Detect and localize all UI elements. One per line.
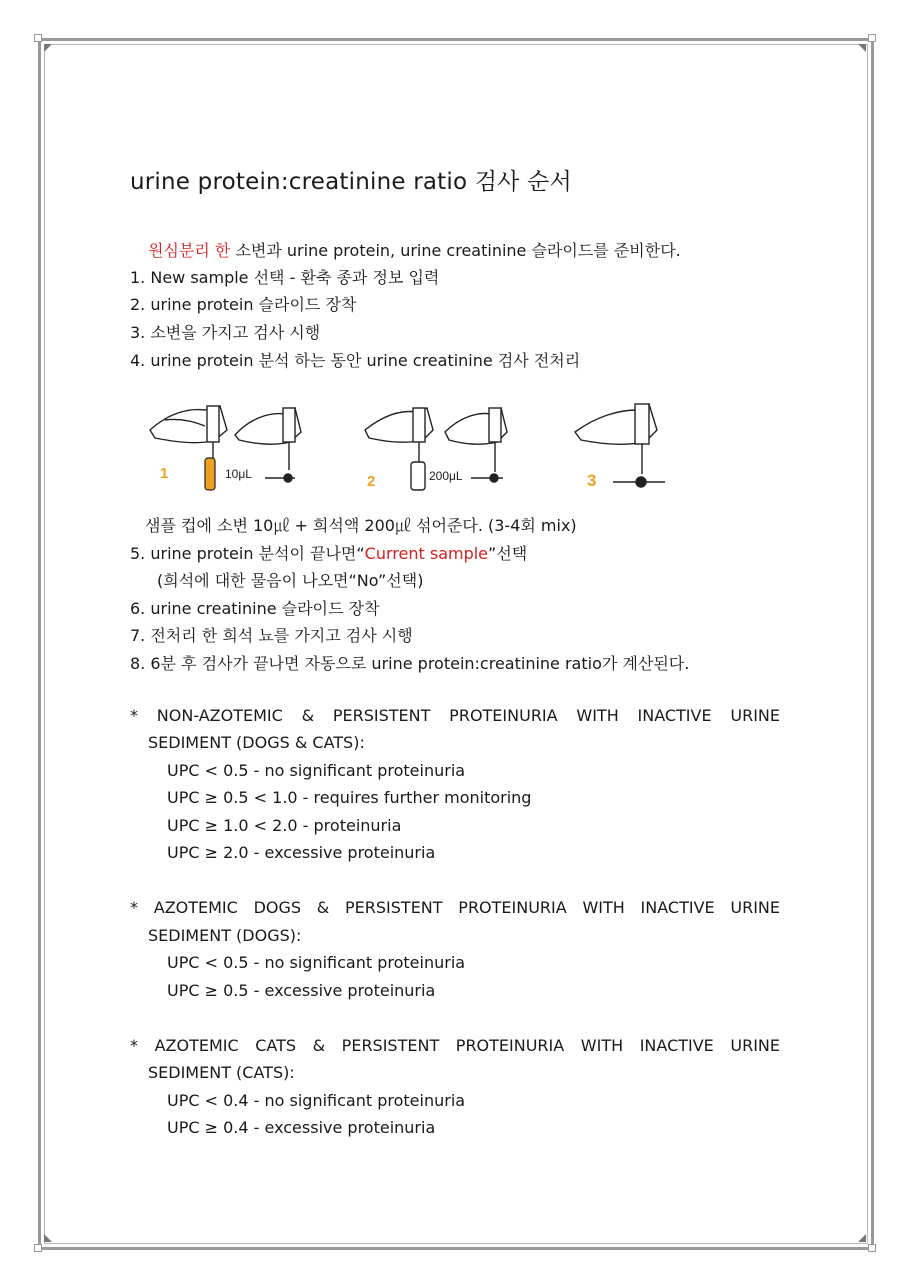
corner-square-br <box>868 1244 876 1252</box>
pipette-illustration <box>145 400 685 500</box>
section-2-item: UPC < 0.5 - no significant proteinuria <box>167 953 466 972</box>
step-5 <box>130 541 527 564</box>
mix-note: 샘플 컵에 소변 10㎕ + 희석액 200㎕ 섞어준다. (3-4회 mix) <box>145 516 577 535</box>
section-1-item: UPC ≥ 1.0 < 2.0 - proteinuria <box>167 816 402 835</box>
section-3-item: UPC < 0.4 - no significant proteinuria <box>167 1091 466 1110</box>
step-1: 1. New sample 선택 - 환축 종과 정보 입력 <box>130 268 440 287</box>
section-2-cont: SEDIMENT (DOGS): <box>148 926 302 945</box>
page-title: urine protein:creatinine ratio 검사 순서 <box>130 169 572 195</box>
corner-ornament-tl <box>44 44 52 52</box>
section-1-cont: SEDIMENT (DOGS & CATS): <box>148 733 365 752</box>
corner-ornament-bl <box>44 1234 52 1242</box>
hand-pipette-1a <box>150 406 227 466</box>
volume-label-1: 10μL <box>225 467 252 481</box>
corner-ornament-tr <box>858 44 866 52</box>
step-3-number: 3 <box>587 471 597 490</box>
corner-square-tr <box>868 34 876 42</box>
section-3-cont: SEDIMENT (CATS): <box>148 1063 295 1082</box>
step-2-number: 2 <box>367 473 376 490</box>
section-3-item: UPC ≥ 0.4 - excessive proteinuria <box>167 1118 436 1137</box>
prep-highlight: 원심분리 한 <box>148 241 231 260</box>
volume-label-2: 200μL <box>429 469 463 483</box>
step-3: 3. 소변을 가지고 검사 시행 <box>130 323 321 342</box>
section-2-item: UPC ≥ 0.5 - excessive proteinuria <box>167 981 436 1000</box>
step-2: 2. urine protein 슬라이드 장착 <box>130 295 357 314</box>
prep-line <box>148 238 681 261</box>
corner-ornament-br <box>858 1234 866 1242</box>
step-8: 8. 6분 후 검사가 끝나면 자동으로 urine protein:creatinine ratio가 계산된다. <box>130 654 690 673</box>
section-1-item: UPC ≥ 2.0 - excessive proteinuria <box>167 843 436 862</box>
step-5-highlight: Current sample <box>364 544 489 563</box>
step-5-sub: (희석에 대한 물음이 나오면“No”선택) <box>157 571 424 590</box>
step-5-pre: 5. urine protein 분석이 끝나면“ <box>130 544 365 563</box>
section-1-heading: * NON-AZOTEMIC & PERSISTENT PROTEINURIA WITH INACTIVE URINE <box>130 706 780 725</box>
prep-text: 소변과 urine protein, urine creatinine 슬라이드를 준비한다. <box>230 241 681 260</box>
step-5-post: ”선택 <box>488 544 528 563</box>
corner-square-bl <box>34 1244 42 1252</box>
step-1-number: 1 <box>160 465 169 482</box>
section-3-heading: * AZOTEMIC CATS & PERSISTENT PROTEINURIA WITH INACTIVE URINE <box>130 1036 780 1055</box>
step-7: 7. 전처리 한 희석 뇨를 가지고 검사 시행 <box>130 626 413 645</box>
section-1-item: UPC < 0.5 - no significant proteinuria <box>167 761 466 780</box>
step-4: 4. urine protein 분석 하는 동안 urine creatinine 검사 전처리 <box>130 351 581 370</box>
sample-tube-1 <box>205 458 215 490</box>
step-6: 6. urine creatinine 슬라이드 장착 <box>130 599 380 618</box>
corner-square-tl <box>34 34 42 42</box>
section-2-heading: * AZOTEMIC DOGS & PERSISTENT PROTEINURIA WITH INACTIVE URINE <box>130 898 780 917</box>
section-1-item: UPC ≥ 0.5 < 1.0 - requires further monitoring <box>167 788 532 807</box>
